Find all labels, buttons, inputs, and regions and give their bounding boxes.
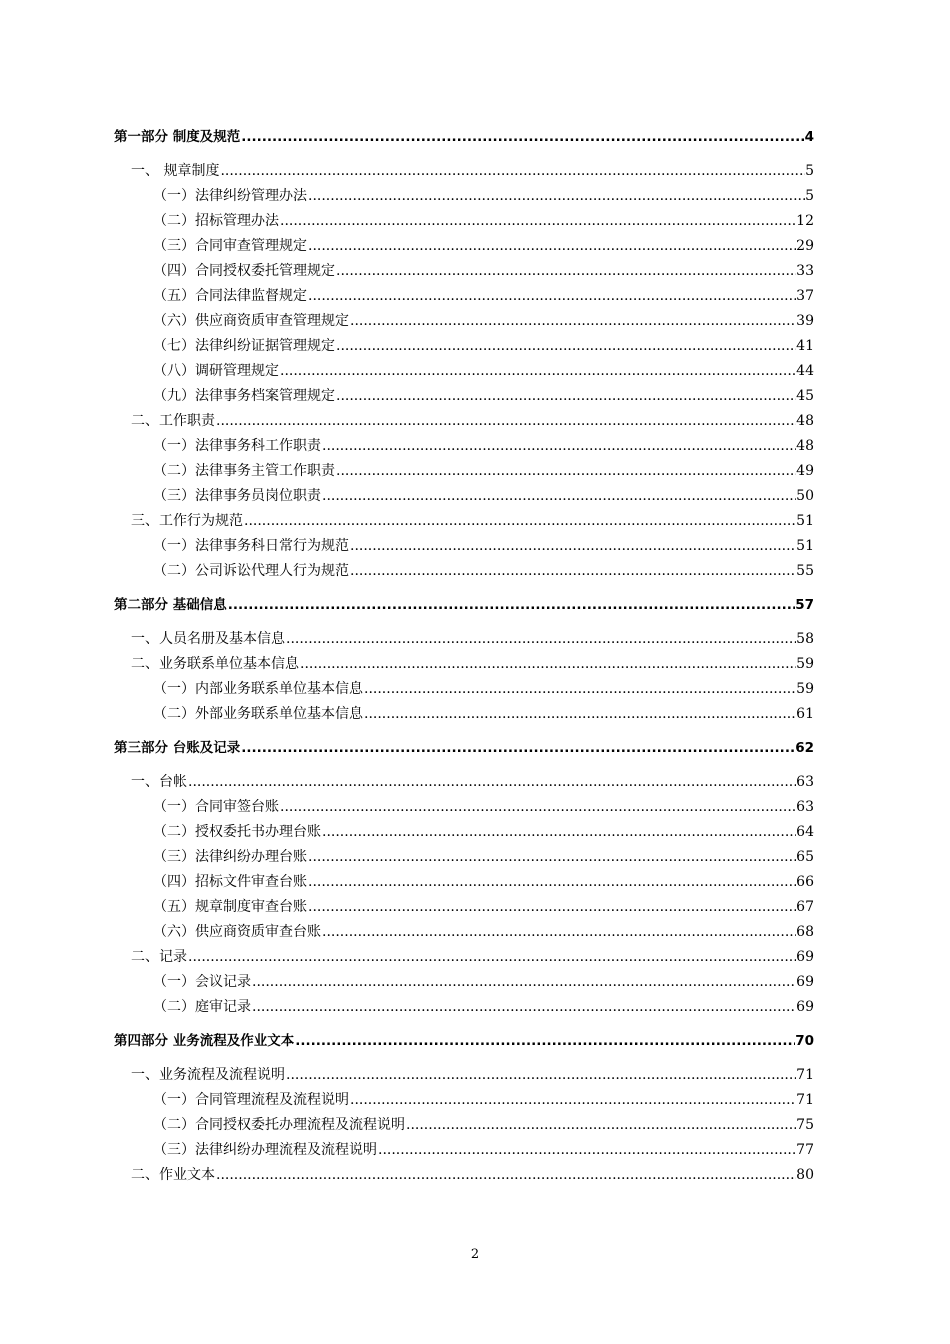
toc-section-entry[interactable]	[131, 1064, 814, 1086]
toc-entry-title: （一）合同管理流程及流程说明	[153, 1092, 349, 1108]
toc-entry-page-number: 62	[795, 740, 814, 756]
toc-entry-title: （二）公司诉讼代理人行为规范	[153, 563, 349, 579]
toc-entry-page-number: 77	[796, 1142, 814, 1158]
toc-entry-page-number: 49	[796, 463, 814, 479]
toc-subsection-entry[interactable]	[153, 921, 814, 943]
toc-entry-title: 第一部分 制度及规范	[114, 129, 241, 145]
toc-dot-leader	[364, 703, 796, 725]
toc-entry-title: （六）供应商资质审查台账	[153, 924, 321, 940]
toc-entry-title: （五）合同法律监督规定	[153, 288, 307, 304]
toc-entry-page-number: 5	[805, 188, 814, 204]
toc-entry-page-number: 58	[796, 631, 814, 647]
toc-entry-page-number: 57	[795, 597, 814, 613]
toc-entry-title: （一）法律纠纷管理办法	[153, 188, 307, 204]
toc-subsection-entry[interactable]	[153, 1139, 814, 1161]
toc-entry-title: 第二部分 基础信息	[114, 597, 227, 613]
toc-dot-leader	[308, 185, 805, 207]
toc-dot-leader	[308, 235, 796, 257]
toc-entry-page-number: 12	[796, 213, 814, 229]
toc-dot-leader	[378, 1139, 796, 1161]
toc-entry-page-number: 63	[796, 799, 814, 815]
toc-entry-title: 一、 规章制度	[131, 163, 220, 179]
toc-dot-leader	[322, 921, 796, 943]
toc-entry-title: （一）内部业务联系单位基本信息	[153, 681, 363, 697]
toc-entry-page-number: 59	[796, 681, 814, 697]
toc-entry-title: （三）合同审查管理规定	[153, 238, 307, 254]
toc-entry-title: （九）法律事务档案管理规定	[153, 388, 335, 404]
toc-entry-page-number: 69	[796, 949, 814, 965]
toc-dot-leader	[295, 1030, 795, 1052]
toc-dot-leader	[216, 410, 796, 432]
toc-subsection-entry[interactable]	[153, 996, 814, 1018]
toc-dot-leader	[280, 360, 796, 382]
toc-dot-leader	[220, 160, 805, 182]
toc-dot-leader	[308, 285, 796, 307]
toc-entry-page-number: 75	[796, 1117, 814, 1133]
toc-dot-leader	[286, 1064, 796, 1086]
toc-entry-page-number: 71	[796, 1067, 814, 1083]
toc-entry-title: （二）招标管理办法	[153, 213, 279, 229]
toc-entry-title: （四）招标文件审查台账	[153, 874, 307, 890]
toc-dot-leader	[280, 210, 796, 232]
toc-entry-page-number: 69	[796, 974, 814, 990]
toc-entry-page-number: 41	[796, 338, 814, 354]
toc-subsection-entry[interactable]	[153, 210, 814, 232]
toc-part-heading[interactable]	[114, 126, 814, 148]
toc-subsection-entry[interactable]	[153, 535, 814, 557]
toc-subsection-entry[interactable]	[153, 310, 814, 332]
toc-dot-leader	[336, 335, 796, 357]
toc-dot-leader	[336, 460, 796, 482]
toc-entry-title: （三）法律纠纷办理台账	[153, 849, 307, 865]
toc-part-heading[interactable]	[114, 1030, 814, 1052]
toc-entry-title: 二、记录	[131, 949, 187, 965]
toc-entry-page-number: 64	[796, 824, 814, 840]
toc-subsection-entry[interactable]	[153, 871, 814, 893]
toc-dot-leader	[244, 510, 796, 532]
toc-subsection-entry[interactable]	[153, 896, 814, 918]
toc-entry-title: （一）法律事务科工作职责	[153, 438, 321, 454]
toc-section-entry[interactable]	[131, 1164, 814, 1186]
toc-subsection-entry[interactable]	[153, 1089, 814, 1111]
toc-entry-title: 二、业务联系单位基本信息	[131, 656, 299, 672]
toc-entry-title: （一）合同审签台账	[153, 799, 279, 815]
toc-entry-title: 第三部分 台账及记录	[114, 740, 241, 756]
toc-subsection-entry[interactable]	[153, 235, 814, 257]
toc-subsection-entry[interactable]	[153, 335, 814, 357]
toc-dot-leader	[322, 821, 796, 843]
toc-subsection-entry[interactable]	[153, 560, 814, 582]
toc-entry-title: （二）庭审记录	[153, 999, 251, 1015]
toc-entry-title: （二）合同授权委托办理流程及流程说明	[153, 1117, 405, 1133]
toc-entry-page-number: 68	[796, 924, 814, 940]
toc-entry-title: 第四部分 业务流程及作业文本	[114, 1033, 295, 1049]
toc-section-entry[interactable]	[131, 510, 814, 532]
toc-entry-page-number: 29	[796, 238, 814, 254]
toc-subsection-entry[interactable]	[153, 1114, 814, 1136]
toc-entry-title: （二）授权委托书办理台账	[153, 824, 321, 840]
toc-part-heading[interactable]	[114, 594, 814, 616]
toc-subsection-entry[interactable]	[153, 971, 814, 993]
toc-entry-page-number: 51	[796, 538, 814, 554]
toc-entry-page-number: 48	[796, 413, 814, 429]
toc-subsection-entry[interactable]	[153, 460, 814, 482]
toc-entry-title: 一、台帐	[131, 774, 187, 790]
toc-subsection-entry[interactable]	[153, 360, 814, 382]
toc-dot-leader	[350, 1089, 796, 1111]
toc-entry-title: （五）规章制度审查台账	[153, 899, 307, 915]
toc-dot-leader	[322, 485, 796, 507]
toc-section-entry[interactable]	[131, 946, 814, 968]
toc-entry-title: （七）法律纠纷证据管理规定	[153, 338, 335, 354]
toc-entry-page-number: 65	[796, 849, 814, 865]
toc-subsection-entry[interactable]	[153, 846, 814, 868]
toc-dot-leader	[241, 737, 795, 759]
toc-dot-leader	[286, 628, 796, 650]
toc-dot-leader	[350, 310, 796, 332]
toc-entry-title: 三、工作行为规范	[131, 513, 243, 529]
toc-dot-leader	[350, 560, 796, 582]
toc-subsection-entry[interactable]	[153, 703, 814, 725]
toc-entry-page-number: 4	[804, 129, 814, 145]
toc-entry-title: 一、人员名册及基本信息	[131, 631, 285, 647]
toc-section-entry[interactable]	[131, 628, 814, 650]
toc-entry-page-number: 5	[805, 163, 814, 179]
toc-entry-page-number: 66	[796, 874, 814, 890]
toc-entry-title: （八）调研管理规定	[153, 363, 279, 379]
toc-dot-leader	[336, 385, 796, 407]
toc-entry-page-number: 63	[796, 774, 814, 790]
toc-dot-leader	[300, 653, 796, 675]
toc-entry-page-number: 55	[796, 563, 814, 579]
toc-subsection-entry[interactable]	[153, 285, 814, 307]
toc-entry-page-number: 69	[796, 999, 814, 1015]
toc-subsection-entry[interactable]	[153, 260, 814, 282]
toc-entry-title: （一）法律事务科日常行为规范	[153, 538, 349, 554]
toc-dot-leader	[252, 971, 796, 993]
toc-entry-page-number: 48	[796, 438, 814, 454]
toc-entry-title: （一）会议记录	[153, 974, 251, 990]
toc-subsection-entry[interactable]	[153, 435, 814, 457]
toc-dot-leader	[350, 535, 796, 557]
toc-subsection-entry[interactable]	[153, 485, 814, 507]
toc-dot-leader	[308, 896, 796, 918]
toc-dot-leader	[364, 678, 796, 700]
toc-section-entry[interactable]	[131, 410, 814, 432]
toc-subsection-entry[interactable]	[153, 796, 814, 818]
toc-entry-page-number: 39	[796, 313, 814, 329]
toc-entry-title: 二、作业文本	[131, 1167, 215, 1183]
toc-entry-page-number: 67	[796, 899, 814, 915]
toc-subsection-entry[interactable]	[153, 185, 814, 207]
toc-dot-leader	[336, 260, 796, 282]
toc-section-entry[interactable]	[131, 160, 814, 182]
toc-entry-title: （三）法律事务员岗位职责	[153, 488, 321, 504]
toc-entry-page-number: 45	[796, 388, 814, 404]
toc-entry-page-number: 33	[796, 263, 814, 279]
toc-section-entry[interactable]	[131, 653, 814, 675]
toc-dot-leader	[252, 996, 796, 1018]
toc-dot-leader	[308, 871, 796, 893]
toc-part-heading[interactable]	[114, 737, 814, 759]
toc-entry-page-number: 44	[796, 363, 814, 379]
toc-entry-page-number: 80	[796, 1167, 814, 1183]
toc-entry-page-number: 59	[796, 656, 814, 672]
toc-dot-leader	[308, 846, 796, 868]
toc-entry-page-number: 37	[796, 288, 814, 304]
toc-dot-leader	[406, 1114, 796, 1136]
toc-entry-page-number: 50	[796, 488, 814, 504]
toc-section-entry[interactable]	[131, 771, 814, 793]
toc-subsection-entry[interactable]	[153, 821, 814, 843]
toc-dot-leader	[228, 594, 796, 616]
toc-dot-leader	[216, 1164, 796, 1186]
page-number: 2	[470, 1247, 480, 1262]
toc-entry-title: 二、工作职责	[131, 413, 215, 429]
toc-dot-leader	[280, 796, 796, 818]
toc-entry-page-number: 70	[795, 1033, 814, 1049]
toc-entry-page-number: 51	[796, 513, 814, 529]
toc-entry-title: （三）法律纠纷办理流程及流程说明	[153, 1142, 377, 1158]
toc-dot-leader	[241, 126, 804, 148]
toc-entry-page-number: 71	[796, 1092, 814, 1108]
toc-dot-leader	[188, 771, 796, 793]
toc-subsection-entry[interactable]	[153, 678, 814, 700]
toc-entry-title: （四）合同授权委托管理规定	[153, 263, 335, 279]
toc-entry-title: （六）供应商资质审查管理规定	[153, 313, 349, 329]
toc-entry-title: （二）外部业务联系单位基本信息	[153, 706, 363, 722]
toc-dot-leader	[322, 435, 796, 457]
toc-entry-title: （二）法律事务主管工作职责	[153, 463, 335, 479]
toc-entry-title: 一、业务流程及流程说明	[131, 1067, 285, 1083]
toc-dot-leader	[188, 946, 796, 968]
toc-subsection-entry[interactable]	[153, 385, 814, 407]
toc-entry-page-number: 61	[796, 706, 814, 722]
